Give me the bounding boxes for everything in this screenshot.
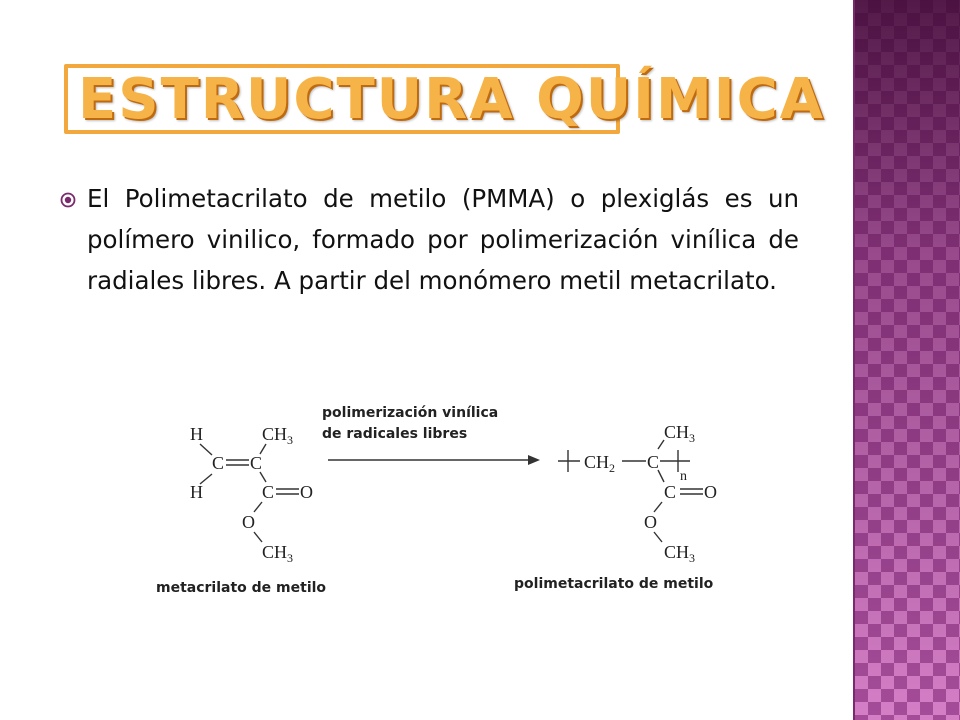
atom-o-polymer-ester: O — [644, 512, 657, 532]
polymer-structure — [514, 422, 717, 592]
group-ch3-bottom: $CH_3$ — [262, 542, 294, 565]
atom-o-ester: O — [242, 512, 255, 532]
pmma-reaction-diagram — [150, 392, 770, 612]
group-ch3-polymer-bottom: $CH_3$ — [664, 542, 696, 565]
atom-c-right: C — [250, 453, 263, 473]
repeat-subscript-n: n — [680, 469, 687, 484]
decorative-side-panel — [855, 0, 960, 720]
atom-h-bottom: H — [190, 482, 203, 502]
atom-c-left: C — [212, 453, 225, 473]
bullet-paragraph: El Polimetacrilato de metilo (PMMA) o plexiglás es un polímero vinilico, formado por polimerización vinílica de radiales libres. A partir del monómero metil metacrilato. — [87, 184, 799, 295]
monomer-caption: metacrilato de metilo — [156, 580, 327, 596]
circle-dot-bullet-icon — [60, 192, 76, 208]
reaction-arrow — [322, 405, 540, 465]
group-ch3-top: $CH_3$ — [262, 424, 294, 447]
polymer-caption: polimetacrilato de metilo — [514, 576, 714, 592]
atom-c-carbonyl: C — [262, 482, 275, 502]
slide-title: ESTRUCTURA QUÍMICA — [78, 67, 826, 132]
group-ch2-backbone: $CH_2$ — [584, 452, 616, 475]
group-ch3-polymer-top: $CH_3$ — [664, 422, 696, 445]
atom-o-carbonyl: O — [300, 482, 313, 502]
arrow-label-line1: polimerización vinílica — [322, 405, 499, 421]
monomer-structure — [156, 424, 326, 596]
arrow-label-line2: de radicales libres — [322, 426, 468, 442]
atom-c-polymer-carbonyl: C — [664, 482, 677, 502]
atom-h-top: H — [190, 424, 203, 444]
atom-o-polymer-carbonyl: O — [704, 482, 717, 502]
atom-c-backbone: C — [647, 452, 660, 472]
